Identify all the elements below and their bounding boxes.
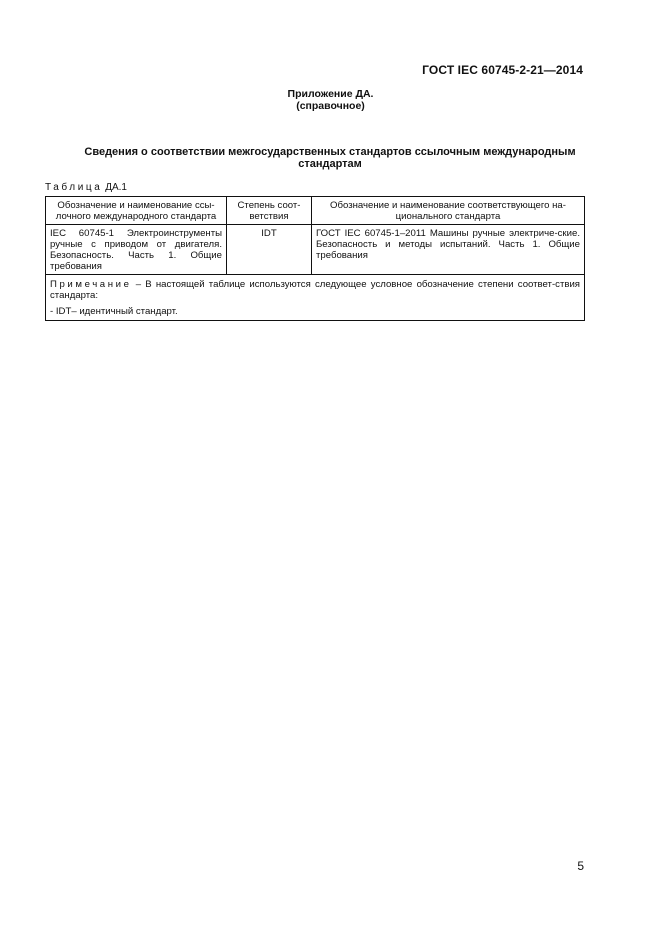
table-header-row [46,197,585,225]
table-note-row [46,275,585,321]
table-label-prefix: Таблица [45,182,103,193]
document-code: ГОСТ IEC 60745-2-21—2014 [422,63,583,77]
table-label-number: ДА.1 [102,182,127,193]
table-label [45,182,127,193]
cell-degree: IDT [227,225,312,275]
table-note [46,275,585,321]
cell-international-standard: IEC 60745-1 Электроинструменты ручные с приводом от двигателя. Безопасность. Часть 1. Общие требования [46,225,227,275]
note-item: - IDT– идентичный стандарт. [50,306,178,317]
header-degree-of-correspondence: Степень соот-ветствия [227,197,312,225]
section-title [40,146,620,170]
note-body: – В настоящей таблице используются следующее условное обозначение степени соответ-ствия стандарта: [50,279,580,301]
header-national-standard: Обозначение и наименование соответствующего на-ционального стандарта [312,197,585,225]
annex-title: Приложение ДА. [287,88,374,100]
annex-heading [0,88,661,112]
table-row [46,225,585,275]
note-text [50,279,580,301]
section-title-line-1: Сведения о соответствии межгосударственных стандартов ссылочным международным [84,146,576,158]
page-number: 5 [577,859,584,873]
cell-national-standard: ГОСТ IEC 60745-1–2011 Машины ручные электриче-ские. Безопасность и методы испытаний. Часть 1. Общие требования [312,225,585,275]
annex-subtitle: (справочное) [296,100,365,112]
section-title-line-2: стандартам [298,158,362,170]
note-label: Примечание [50,279,132,290]
header-international-standard: Обозначение и наименование ссы-лочного международного стандарта [46,197,227,225]
correspondence-table [45,196,585,321]
